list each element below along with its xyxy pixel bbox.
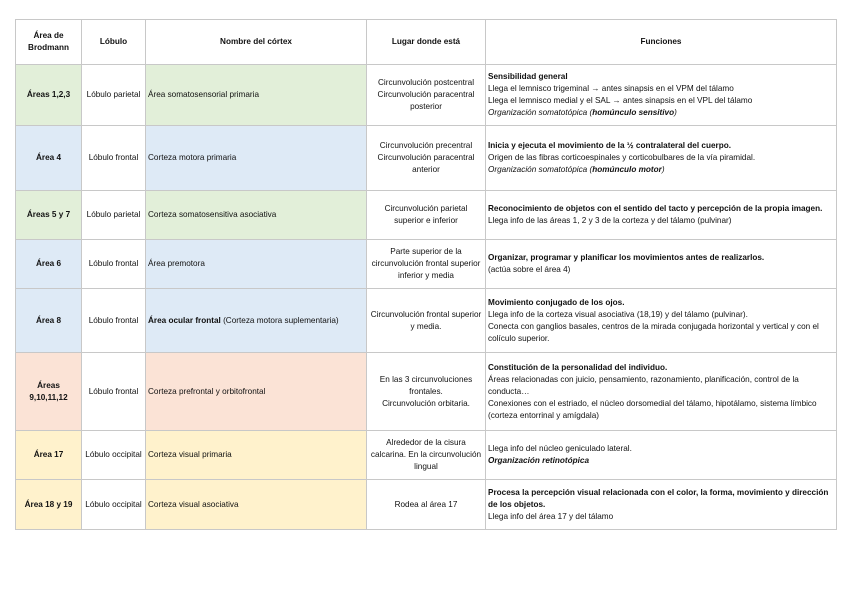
lobulo-cell: Lóbulo parietal: [82, 65, 146, 126]
table-row: [16, 480, 837, 530]
funciones-cell: [486, 431, 837, 480]
area-cell: Área 17: [16, 431, 82, 480]
lugar-line: Circunvolución postcentral: [377, 78, 475, 87]
header-nombre: Nombre del córtex: [146, 20, 367, 65]
funciones-cell: [486, 240, 837, 289]
nombre-bold: Área ocular frontal: [148, 315, 221, 325]
lugar-cell: [367, 289, 486, 353]
funcion-line: Llega el lemnisco trigeminal → antes sinapsis en el VPM del tálamo: [488, 84, 734, 93]
funciones-cell: [486, 480, 837, 530]
header-funciones: Funciones: [486, 20, 837, 65]
lugar-line: Circunvolución paracentral anterior: [377, 153, 475, 174]
nombre-cell: Corteza somatosensitiva asociativa: [146, 191, 367, 240]
lugar-line: Circunvolución frontal superior y media.: [370, 309, 482, 331]
lugar-cell: [367, 353, 486, 431]
lugar-line: Parte superior de la circunvolución frontal superior inferior y media: [371, 247, 481, 280]
nombre-cell: [146, 289, 367, 353]
table-row: [16, 353, 837, 431]
lugar-cell: [367, 126, 486, 191]
lobulo-cell: Lóbulo frontal: [82, 126, 146, 191]
funciones-cell: [486, 353, 837, 431]
lugar-cell: [367, 480, 486, 530]
funcion-line: Conexiones con el estriado, el núcleo dorsomedial del tálamo, hipotálamo, sistema límbico (corteza entorrinal y amígdala): [488, 398, 817, 420]
table-row: [16, 191, 837, 240]
header-row: [16, 20, 837, 65]
header-lugar: Lugar donde está: [367, 20, 486, 65]
funcion-line: (actúa sobre el área 4): [488, 265, 571, 274]
table-row: [16, 126, 837, 191]
lugar-line: Circunvolución precentral: [379, 141, 473, 150]
nombre-cell: Corteza visual asociativa: [146, 480, 367, 530]
table-row: [16, 431, 837, 480]
nombre-cell: Corteza visual primaria: [146, 431, 367, 480]
lobulo-cell: Lóbulo frontal: [82, 240, 146, 289]
funcion-heading: Organización retinotópica: [488, 456, 589, 465]
area-cell: Área 8: [16, 289, 82, 353]
nombre-cell: Corteza motora primaria: [146, 126, 367, 191]
header-lobulo: Lóbulo: [82, 20, 146, 65]
funcion-line: Llega info del núcleo geniculado lateral.: [488, 444, 632, 453]
lugar-line: Circunvolución parietal superior e inferior: [384, 204, 468, 225]
area-cell: Áreas 9,10,11,12: [16, 353, 82, 431]
lugar-cell: [367, 431, 486, 480]
lugar-line: En las 3 circunvoluciones frontales.: [379, 374, 473, 396]
lobulo-cell: Lóbulo frontal: [82, 353, 146, 431]
table-row: [16, 65, 837, 126]
funcion-line: Conecta con ganglios basales, centros de la mirada conjugada horizontal y vertical y con el colículo superior.: [488, 321, 819, 343]
area-cell: Área 6: [16, 240, 82, 289]
lugar-line: Circunvolución paracentral posterior: [377, 90, 475, 111]
funcion-line: Áreas relacionadas con juicio, pensamiento, razonamiento, planificación, control de la conducta…: [488, 374, 799, 396]
funcion-line: Organización somatotópica (homúnculo sensitivo): [488, 108, 677, 117]
lugar-line: Rodea al área 17: [394, 499, 458, 509]
funciones-cell: [486, 65, 837, 126]
header-area: Área de Brodmann: [16, 20, 82, 65]
area-cell: Área 18 y 19: [16, 480, 82, 530]
area-cell: Áreas 5 y 7: [16, 191, 82, 240]
nombre-cell: Corteza prefrontal y orbitofrontal: [146, 353, 367, 431]
funcion-heading: Constitución de la personalidad del individuo.: [488, 362, 668, 372]
funcion-line: Llega el lemnisco medial y el SAL → antes sinapsis en el VPL del tálamo: [488, 96, 753, 105]
funciones-cell: [486, 126, 837, 191]
lobulo-cell: Lóbulo frontal: [82, 289, 146, 353]
table-row: [16, 289, 837, 353]
lobulo-cell: Lóbulo occipital: [82, 431, 146, 480]
funcion-line: Organización somatotópica (homúnculo motor): [488, 165, 665, 174]
funcion-line: Llega info del área 17 y del tálamo: [488, 511, 614, 521]
funcion-heading: Inicia y ejecuta el movimiento de la ½ contralateral del cuerpo.: [488, 141, 731, 150]
funcion-heading: Organizar, programar y planificar los movimientos antes de realizarlos.: [488, 253, 765, 262]
funcion-heading: Sensibilidad general: [488, 72, 568, 81]
funcion-line: Llega info de las áreas 1, 2 y 3 de la corteza y del tálamo (pulvinar): [488, 216, 732, 225]
lobulo-cell: Lóbulo occipital: [82, 480, 146, 530]
funcion-heading: Movimiento conjugado de los ojos.: [488, 297, 625, 307]
lugar-line: Alrededor de la cisura calcarina. En la circunvolución lingual: [370, 438, 482, 471]
funciones-cell: [486, 289, 837, 353]
table-row: [16, 240, 837, 289]
lugar-cell: [367, 65, 486, 126]
nombre-cell: Área premotora: [146, 240, 367, 289]
lobulo-cell: Lóbulo parietal: [82, 191, 146, 240]
lugar-line: Circunvolución orbitaria.: [382, 398, 470, 408]
area-cell: Área 4: [16, 126, 82, 191]
funciones-cell: [486, 191, 837, 240]
funcion-line: Llega info de la corteza visual asociativa (18,19) y del tálamo (pulvinar).: [488, 309, 748, 319]
funcion-heading: Reconocimiento de objetos con el sentido del tacto y percepción de la propia imagen.: [488, 204, 823, 213]
nombre-rest: (Corteza motora suplementaria): [220, 315, 339, 325]
lugar-cell: [367, 240, 486, 289]
nombre-cell: Área somatosensorial primaria: [146, 65, 367, 126]
lugar-cell: [367, 191, 486, 240]
area-cell: Áreas 1,2,3: [16, 65, 82, 126]
funcion-line: Origen de las fibras corticoespinales y corticobulbares de la vía piramidal.: [488, 153, 756, 162]
brodmann-table: [15, 19, 837, 530]
funcion-heading: Procesa la percepción visual relacionada con el color, la forma, movimiento y dirección de los objetos.: [488, 487, 829, 509]
